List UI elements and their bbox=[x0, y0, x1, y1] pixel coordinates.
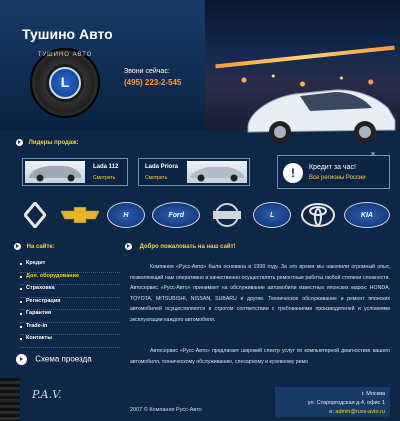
leaders-title-text: Лидеры продаж: bbox=[28, 140, 79, 147]
credit-subtitle[interactable]: Все регионы России bbox=[309, 175, 366, 181]
sidebar-item-equipment[interactable]: Доп. оборудование bbox=[20, 273, 120, 286]
leader-card-lada-priora[interactable] bbox=[138, 158, 250, 186]
welcome-heading bbox=[125, 243, 236, 250]
sidebar-item-contacts[interactable]: Контакты bbox=[20, 335, 120, 348]
sidebar-title bbox=[14, 243, 55, 250]
header bbox=[0, 0, 400, 130]
pav-logo: P.A.V. bbox=[32, 388, 62, 401]
ford-logo-icon[interactable]: Ford bbox=[152, 202, 200, 228]
see-link[interactable]: Смотреть bbox=[145, 175, 168, 181]
see-link[interactable]: Смотреть bbox=[93, 175, 116, 181]
arrow-bullet-icon bbox=[16, 354, 27, 365]
email-prefix: e: bbox=[329, 409, 334, 415]
leader-card-lada-112[interactable] bbox=[22, 158, 128, 186]
logo-brand-text: ТУШИНО АВТО bbox=[37, 52, 93, 58]
call-label: Звони сейчас: bbox=[124, 68, 170, 75]
email-link[interactable]: admin@russ-avto.ru bbox=[335, 409, 385, 415]
kia-logo-icon[interactable]: KIA bbox=[344, 202, 390, 228]
sidebar-item-registration[interactable]: Регистрация bbox=[20, 298, 120, 311]
main-content bbox=[125, 240, 393, 390]
credit-banner[interactable] bbox=[277, 155, 390, 189]
arrow-bullet-icon bbox=[125, 243, 132, 250]
sidebar-title-text: На сайте: bbox=[26, 244, 55, 251]
directions-label: Схема проезда bbox=[35, 354, 92, 364]
leader-name: Lada Priora bbox=[145, 164, 179, 170]
welcome-text: Добро пожаловать на наш сайт! bbox=[139, 244, 236, 251]
leader-name: Lada 112 bbox=[93, 164, 119, 170]
address-street: ул. Староргодская д.4, офис 1 bbox=[307, 400, 385, 406]
sidebar-item-insurance[interactable]: Страховка bbox=[20, 285, 120, 298]
brand-logos-bar bbox=[16, 196, 390, 234]
lada-logo-icon[interactable]: L bbox=[253, 202, 291, 228]
logo-letter: L bbox=[60, 74, 70, 90]
sidebar-item-warranty[interactable]: Гарантия bbox=[20, 310, 120, 323]
services-paragraph: Автосервис «Русс-Авто» предлагает широкий спектр услуг по компьютерной диагностике вашего автомобиля, техническому обслуживанию, слесарному и кузовному ремо bbox=[130, 348, 390, 365]
logo-hub-icon bbox=[49, 67, 81, 99]
address-city: г. Москва bbox=[361, 391, 385, 397]
lada-112-car-image bbox=[25, 161, 85, 183]
arrow-bullet-icon bbox=[14, 243, 21, 250]
address-email-row bbox=[280, 408, 385, 417]
nissan-logo-icon[interactable] bbox=[208, 202, 246, 228]
logo-area bbox=[0, 0, 205, 130]
sidebar-menu bbox=[20, 260, 120, 348]
address-block bbox=[275, 387, 390, 417]
sidebar-item-credit[interactable]: Кредит bbox=[20, 260, 120, 273]
call-phone: (495) 223-2-545 bbox=[124, 78, 182, 87]
intro-paragraph: Компания «Русс-Авто» была основана в 1998 году. За это время мы накопили огромный опыт, позволяющий нам оперативно и качественно осуществлять ремонтные работы любой степени сложности. Автосервис «Русс-Авто» принимает на обслуживание автомобили известных японских марок: HONDA, TOYOTA, MITSUBISHI, NISSAN, SUBARU и другие. Техническое обслуживание и ремонт японских автомобилей осуществляются в строгом соответствии с требованиями производителей и условиями эксплуатации каждого автомобиля. bbox=[130, 264, 390, 323]
renault-logo-icon[interactable] bbox=[16, 202, 54, 228]
sidebar-item-trade-in[interactable]: Trade-in bbox=[20, 323, 120, 336]
credit-title: Кредит за час! bbox=[309, 164, 356, 171]
exclamation-icon: ! bbox=[283, 163, 303, 183]
lada-priora-car-image bbox=[187, 161, 247, 183]
arrow-bullet-icon bbox=[16, 139, 23, 146]
directions-link[interactable] bbox=[16, 354, 92, 365]
tire-logo[interactable] bbox=[30, 48, 100, 118]
hyundai-logo-icon[interactable]: H bbox=[107, 202, 145, 228]
site-title: Тушино Авто bbox=[22, 26, 113, 42]
footer bbox=[0, 385, 400, 421]
chevrolet-logo-icon[interactable] bbox=[61, 202, 99, 228]
toyota-logo-icon[interactable] bbox=[299, 202, 337, 228]
copyright: 2007 © Компания Русс-Авто bbox=[130, 407, 202, 413]
leaders-title bbox=[16, 139, 78, 146]
